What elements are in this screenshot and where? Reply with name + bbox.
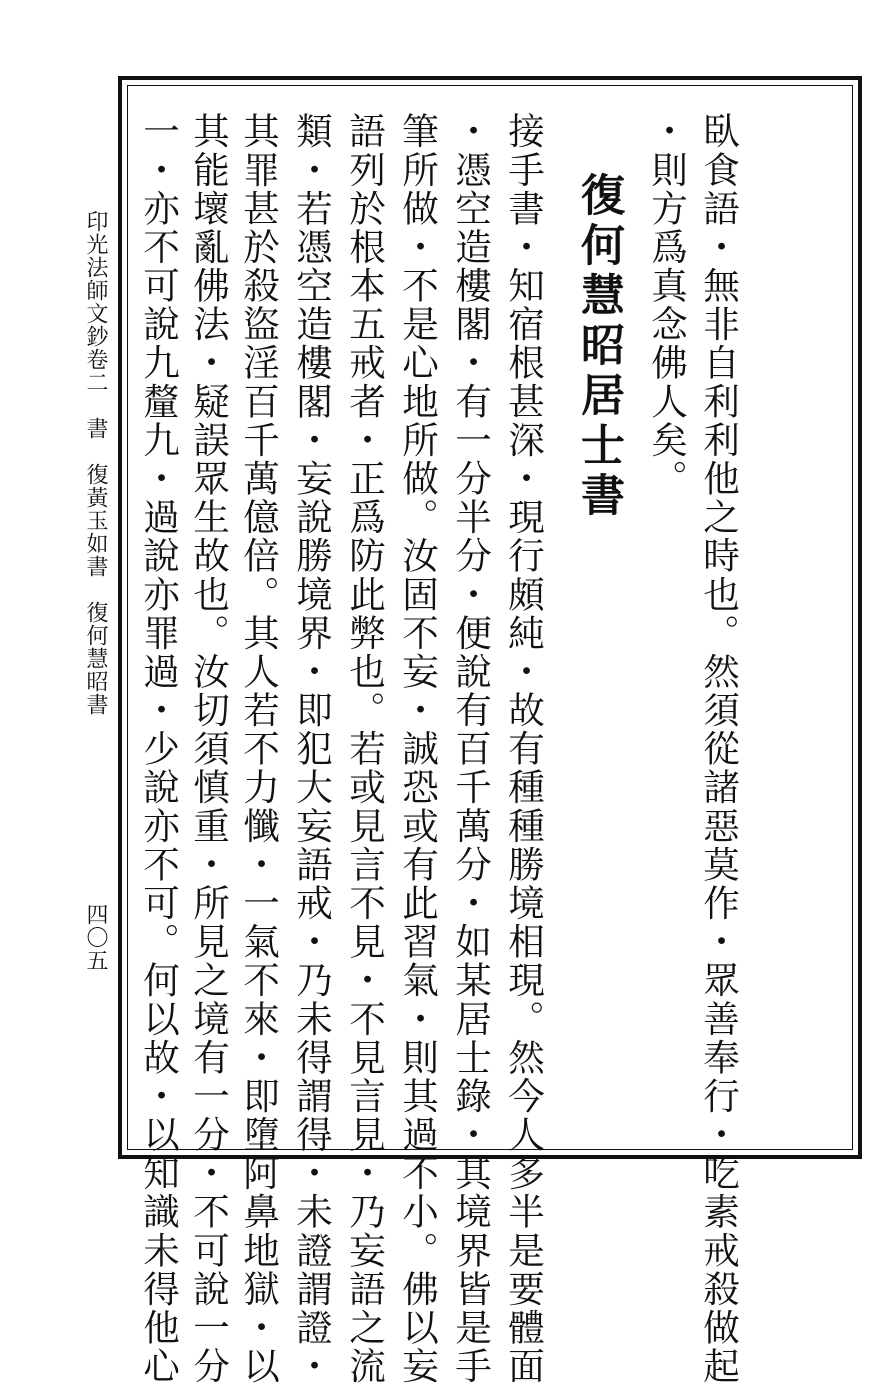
letter-title: 復何慧昭居士書 — [573, 172, 624, 522]
prev-letter-line-1: 臥食語・無非自利利他之時也。然須從諸惡莫作・眾善奉行・吃素戒殺做起 — [697, 112, 741, 1385]
letter-line-1: 接手書・知宿根甚深・現行頗純・故有種種勝境相現。然今人多半是要體面 — [502, 112, 546, 1385]
letter-line-7: 其能壞亂佛法・疑誤眾生故也。汝切須慎重・所見之境有一分・不可說一分 — [187, 112, 231, 1385]
letter-line-4: 語列於根本五戒者・正爲防此弊也。若或見言不見・不見言見・乃妄語之流 — [343, 112, 387, 1385]
letter-line-8: 一・亦不可說九釐九・過說亦罪過・少說亦不可。何以故・以知識未得他心 — [137, 112, 181, 1385]
letter-line-6: 其罪甚於殺盜淫百千萬億倍。其人若不力懺・一氣不來・即墮阿鼻地獄・以 — [237, 112, 281, 1385]
page-number: 四〇五 — [83, 903, 108, 972]
letter-line-2: ・憑空造樓閣・有一分半分・便說有百千萬分・如某居士錄・其境界皆是手 — [449, 112, 493, 1385]
prev-letter-line-2: ・則方爲真念佛人矣。 — [645, 112, 689, 498]
letter-line-3: 筆所做・不是心地所做。汝固不妄・誠恐或有此習氣・則其過不小。佛以妄 — [396, 112, 440, 1385]
running-title: 印光法師文鈔卷二 書 復黃玉如書 復何慧昭書 — [83, 210, 108, 716]
letter-line-5: 類・若憑空造樓閣・妄說勝境界・即犯大妄語戒・乃未得謂得・未證謂證・ — [290, 112, 334, 1385]
